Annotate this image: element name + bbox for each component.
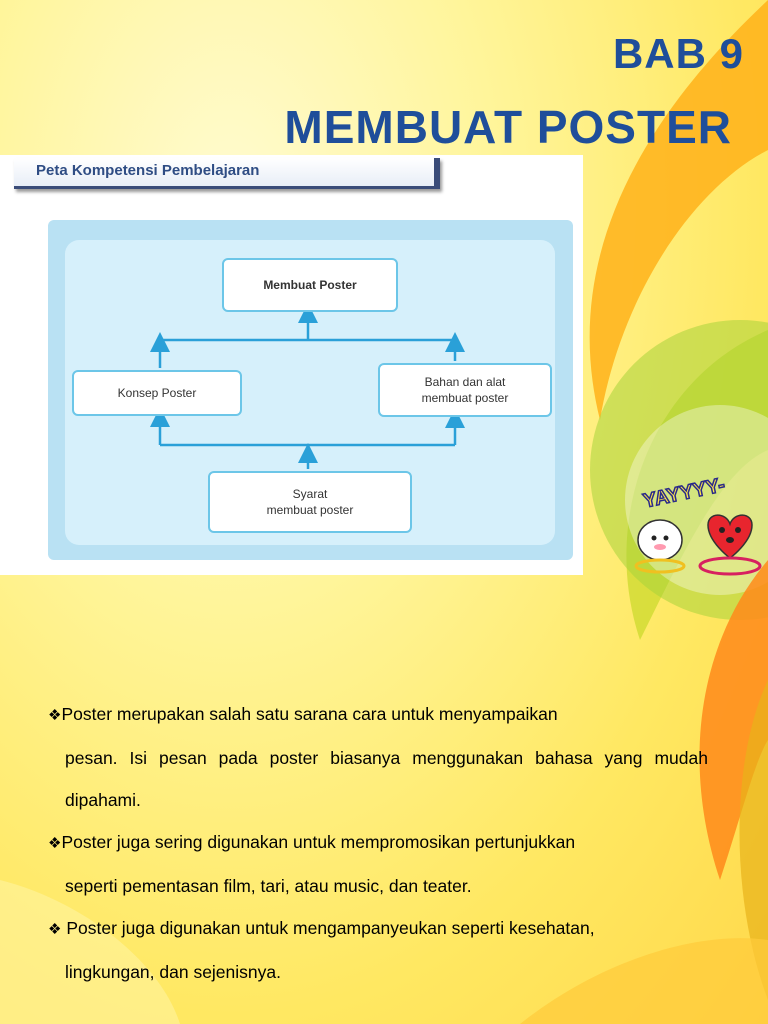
cartoon-sticker	[630, 470, 768, 580]
sticker-text: YAYYYY-	[641, 473, 727, 513]
bullet-marker-icon: ❖	[48, 835, 62, 852]
competency-map-panel	[0, 155, 583, 575]
bullet-1-continuation: pesan. Isi pesan pada poster biasanya menggunakan bahasa yang mudah dipahami.	[65, 748, 708, 810]
bullet-2-first-line: Poster juga sering digunakan untuk mempromosikan pertunjukkan	[61, 832, 576, 852]
bullet-list	[48, 693, 708, 993]
node-membuat-poster: Membuat Poster	[222, 258, 398, 312]
bullet-item-2	[48, 821, 708, 907]
bullet-1-first-line: Poster merupakan salah satu sarana cara untuk menyampaikan	[61, 704, 558, 724]
bullet-marker-icon: ❖	[48, 707, 62, 724]
bullet-item-1	[48, 693, 708, 821]
bullet-item-3	[48, 907, 708, 993]
node-bahan-alat: Bahan dan alat membuat poster	[378, 363, 552, 417]
competency-map-heading-text: Peta Kompetensi Pembelajaran	[36, 162, 260, 179]
bullet-3-first-line: Poster juga digunakan untuk mengampanyeukan seperti kesehatan,	[61, 918, 595, 938]
bullet-2-continuation: seperti pementasan film, tari, atau music, dan teater.	[65, 876, 472, 896]
node-konsep-poster: Konsep Poster	[72, 370, 242, 416]
slide-chapter-label: BAB 9	[612, 30, 744, 77]
bullet-marker-icon: ❖	[48, 921, 62, 938]
bullet-3-continuation: lingkungan, dan sejenisnya.	[65, 962, 281, 982]
slide-title: MEMBUAT POSTER	[284, 101, 732, 153]
node-syarat: Syarat membuat poster	[208, 471, 412, 533]
